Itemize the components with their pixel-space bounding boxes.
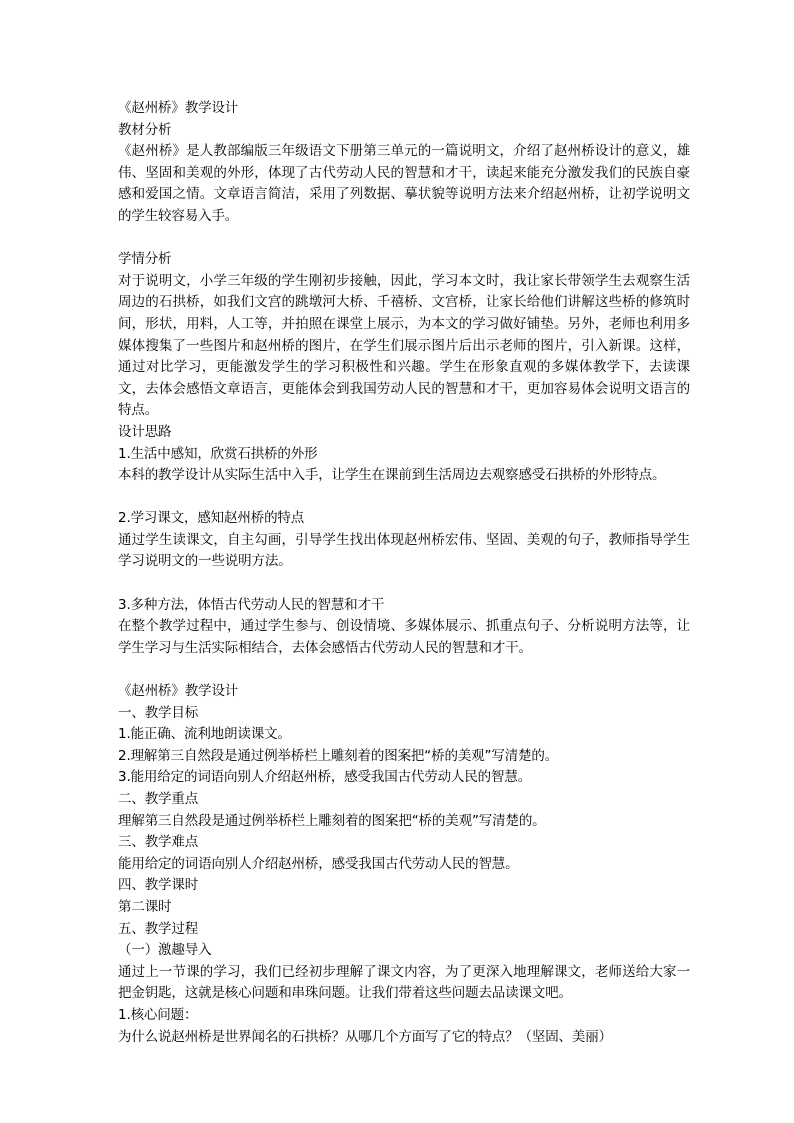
design-idea-2-paragraph: 通过学生读课文，自主勾画，引导学生找出体现赵州桥宏伟、坚固、美观的句子，教师指导学生学习说明文的一些说明方法。 (118, 531, 690, 570)
teaching-goal-2: 2.理解第三自然段是通过例举桥栏上雕刻着的图案把“桥的美观”写清楚的。 (118, 747, 559, 764)
lesson-plan-title: 《赵州桥》教学设计 (118, 683, 239, 700)
teaching-difficulties-text: 能用给定的词语向别人介绍赵州桥，感受我国古代劳动人民的智慧。 (118, 855, 519, 872)
design-idea-3-paragraph: 在整个教学过程中，通过学生参与、创设情境、多媒体展示、抓重点句子、分析说明方法等，让学生学习与生活实际相结合，去体会感悟古代劳动人民的智慧和才干。 (118, 618, 690, 656)
core-question-text: 为什么说赵州桥是世界闻名的石拱桥？从哪几个方面写了它的特点？（坚固、美丽） (118, 1028, 612, 1045)
teaching-key-points-text: 理解第三自然段是通过例举桥栏上雕刻着的图案把“桥的美观”写清楚的。 (118, 812, 546, 829)
design-idea-3-heading: 3.多种方法，体悟古代劳动人民的智慧和才干 (118, 596, 385, 613)
blank-line (118, 487, 690, 509)
section-heading-student-analysis: 学情分析 (118, 251, 172, 268)
design-idea-2-heading: 2.学习课文，感知赵州桥的特点 (118, 510, 305, 527)
teaching-goal-1: 1.能正确、流利地朗读课文。 (118, 726, 291, 743)
blank-line (118, 228, 690, 250)
section-heading-teaching-difficulties: 三、教学难点 (118, 834, 199, 851)
section-heading-design-ideas: 设计思路 (118, 423, 172, 440)
teaching-goal-3: 3.能用给定的词语向别人介绍赵州桥，感受我国古代劳动人民的智慧。 (118, 769, 532, 786)
section-heading-textbook-analysis: 教材分析 (118, 121, 172, 138)
blank-line (118, 659, 690, 681)
section-heading-class-hours: 四、教学课时 (118, 877, 199, 894)
section-heading-teaching-process: 五、教学过程 (118, 920, 199, 937)
textbook-analysis-paragraph: 《赵州桥》是人教部编版三年级语文下册第三单元的一篇说明文，介绍了赵州桥设计的意义，雄伟、坚固和美观的外形，体现了古代劳动人民的智慧和才干，读起来能充分激发我们的民族自豪感和爱国之情。文章语言简洁，采用了列数据、摹状貌等说明方法来介绍赵州桥，让初学说明文的学生较容易入手。 (118, 143, 690, 224)
design-idea-1-paragraph: 本科的教学设计从实际生活中入手，让学生在课前到生活周边去观察感受石拱桥的外形特点。 (118, 467, 666, 484)
process-step-1-heading: （一）激趣导入 (118, 942, 212, 959)
class-hours-text: 第二课时 (118, 898, 172, 915)
document-title: 《赵州桥》教学设计 (118, 100, 239, 116)
design-idea-1-heading: 1.生活中感知，欣赏石拱桥的外形 (118, 445, 318, 462)
blank-line (118, 573, 690, 595)
section-heading-teaching-key-points: 二、教学重点 (118, 791, 199, 807)
document-page (118, 98, 690, 1048)
process-step-1-paragraph: 通过上一节课的学习，我们已经初步理解了课文内容，为了更深入地理解课文，老师送给大家一把金钥匙，这就是核心问题和串珠问题。让我们带着这些问题去品读课文吧。 (118, 963, 690, 1002)
section-heading-teaching-goals: 一、教学目标 (118, 704, 199, 721)
student-analysis-paragraph: 对于说明文，小学三年级的学生刚初步接触，因此，学习本文时，我让家长带领学生去观察生活周边的石拱桥，如我们文宫的跳墩河大桥、千禧桥、文宫桥，让家长给他们讲解这些桥的修筑时间，形状，用料，人工等，并拍照在课堂上展示，为本文的学习做好铺垫。另外，老师也利用多媒体搜集了一些图片和赵州桥的图片，在学生们展示图片后出示老师的图片，引入新课。这样，通过对比学习，更能激发学生的学习积极性和兴趣。学生在形象直观的多媒体教学下，去读课文，去体会感悟文章语言，更能体会到我国劳动人民的智慧和才干，更加容易体会说明文语言的特点。 (118, 272, 690, 419)
core-question-heading: 1.核心问题： (118, 1006, 198, 1023)
